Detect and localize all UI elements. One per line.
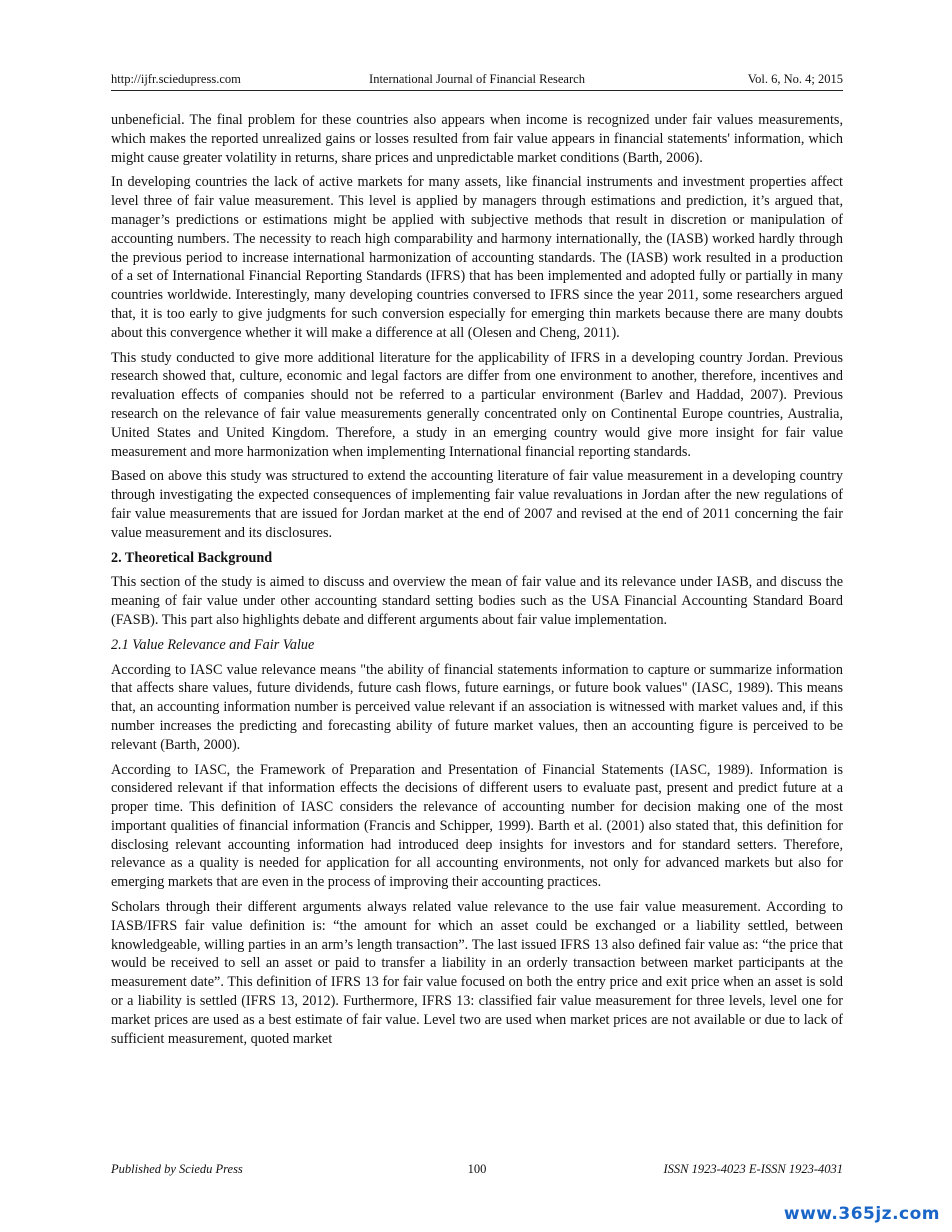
section-heading: 2. Theoretical Background: [111, 549, 273, 566]
issn: ISSN 1923-4023 E-ISSN 1923-4031: [663, 1162, 843, 1176]
journal-url[interactable]: http://ijfr.sciedupress.com: [111, 72, 241, 86]
paragraph: unbeneficial. The final problem for these countries also appears when income is recognized under fair values measurements, which makes the reported unrealized gains or losses resulted from fair value appears in financial statements' information, which might cause greater volatility in returns, share prices and unpredictable market conditions (Barth, 2006).: [111, 112, 843, 166]
paragraph: This section of the study is aimed to discuss and overview the mean of fair value and its relevance under IASB, and discuss the meaning of fair value under other accounting standard setting bodies such as the USA Financial Accounting Standard Board (FASB). This part also highlights debate and different arguments about fair value implementation.: [111, 574, 843, 628]
subsection-heading: 2.1 Value Relevance and Fair Value: [111, 636, 315, 653]
paragraph: Scholars through their different arguments always related value relevance to the use fair value measurement. According to IASB/IFRS fair value definition is: “the amount for which an asset could be exchanged or a liability settled, between knowledgeable, willing parties in an arm’s length transaction”. The last issued IFRS 13 also defined fair value as: “the price that would be received to sell an asset or paid to transfer a liability in an orderly transaction between market participants at the measurement date”. This definition of IFRS 13 for fair value focused on both the entry price and exit price when an asset is sold or a liability is settled (IFRS 13, 2012). Furthermore, IFRS 13: classified fair value measurement for three levels, level one for market prices are used as a best estimate of fair value. Level two are used when market prices are not available or due to lack of sufficient measurement, quoted market: [111, 899, 843, 1047]
paragraph: In developing countries the lack of active markets for many assets, like financial instruments and investment properties affect level three of fair value measurement. This level is applied by managers through estimations and prediction, it’s argued that, manager’s predictions or estimations might be applied with subjective methods that result in discretion or manipulation of accounting numbers. The necessity to reach high comparability and harmony internationally, the (IASB) worked hardly through the previous period to increase international harmonization of accounting standards. The (IASB) work resulted in a production of a set of International Financial Reporting Standards (IFRS) that has been implemented and adopted fully or partially in many countries worldwide. Interestingly, many developing countries conversed to IFRS since the year 2011, some researchers argued that, it is too early to give judgments for such conversion especially for emerging thin markets because there are many doubts about this convergence whether it will make a difference at all (Olesen and Cheng, 2011).: [111, 174, 843, 341]
running-footer: [111, 1162, 843, 1182]
paragraph: Based on above this study was structured to extend the accounting literature of fair value measurement in a developing country through investigating the expected consequences of implementing fair value revaluations in Jordan after the new regulations of fair value measurements that are issued for Jordan market at the end of 2007 and revised at the end of 2011 concerning the fair value measurement and its disclosures.: [111, 468, 843, 541]
running-header: [111, 70, 843, 91]
publisher: Published by Sciedu Press: [111, 1162, 243, 1176]
page-number: 100: [467, 1162, 487, 1176]
watermark: www.365jz.com: [783, 1204, 940, 1224]
article-body: [111, 111, 843, 1054]
paragraph: This study conducted to give more additional literature for the applicability of IFRS in a developing country Jordan. Previous research showed that, culture, economic and legal factors are differ from one environment to another, therefore, incentives and revaluation effects of companies should not be referred to a particular environment (Barlev and Haddad, 2007). Previous research on the relevance of fair value measurements generally concentrated only on Continental Europe countries, Australia, United States and United Kingdom. Therefore, a study in an emerging country would give more insight for fair value measurement and more harmonization when implementing International financial reporting standards.: [111, 349, 843, 460]
volume-issue: Vol. 6, No. 4; 2015: [747, 72, 843, 86]
journal-title: International Journal of Financial Research: [369, 72, 585, 86]
paragraph: According to IASC, the Framework of Preparation and Presentation of Financial Statements (IASC, 1989). Information is considered relevant if that information effects the decisions of different users to evaluate past, present and predict future at a proper time. This definition of IASC considers the relevance of accounting number for decision making one of the most important qualities of financial information (Francis and Schipper, 1999). Barth et al. (2001) also stated that, this definition for disclosing relevant accounting information had introduced deep insights for investors and for standard setters. Therefore, relevance as a quality is needed for application for all accounting environments, not only for advanced markets but also for emerging markets that are even in the process of improving their accounting practices.: [111, 761, 843, 891]
paragraph: According to IASC value relevance means "the ability of financial statements information to capture or summarize information that affects share values, future dividends, future cash flows, future earnings, or future book values" (IASC, 1989). This means that, an accounting information number is perceived value relevant if an association is witnessed with market values and, if this number increases the predicting and forecasting ability of future market values, then an accounting figure is perceived to be relevant (Barth, 2000).: [111, 661, 843, 753]
